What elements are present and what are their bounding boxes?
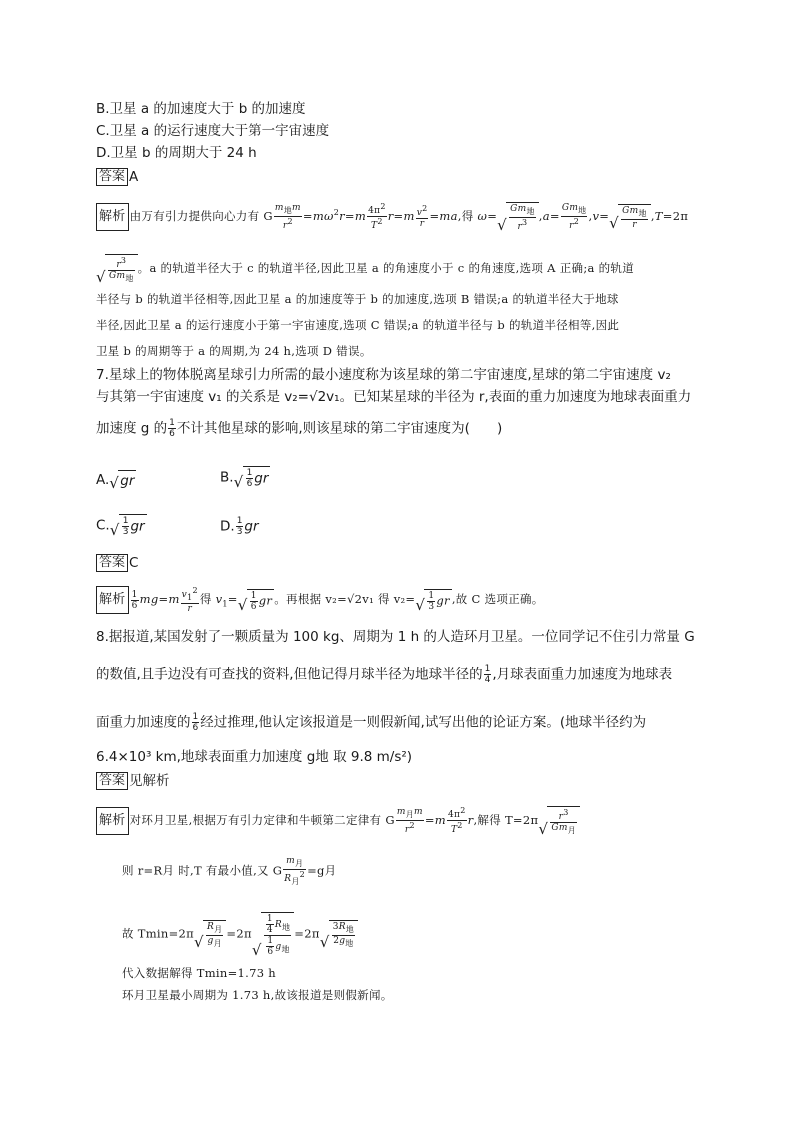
analysis-text: 。a 的轨道半径大于 c 的轨道半径,因此卫星 a 的角速度小于 c 的角速度,选项 A 正确;a 的轨道: [137, 260, 635, 275]
option-label: B.: [220, 469, 234, 486]
option-d: D.卫星 b 的周期大于 24 h: [96, 145, 257, 161]
analysis-line-2: [96, 254, 634, 284]
q8-analysis-line-3: 故 Tmin=2π √ $\frac{R_月}{g_月}$ =2π √ $\frac{1}{4}$ $R_地$ $\frac{1}{6}$ $g_地$ =2π √ $\frac{3R_地}{2g_地}$: [122, 912, 358, 957]
analysis-text: ,故 C 选项正确。: [451, 592, 544, 606]
q7-text: 加速度 g 的: [96, 420, 168, 437]
analysis-line-5: 卫星 b 的周期等于 a 的周期,为 24 h,选项 D 错误。: [96, 344, 372, 358]
q8-analysis-line-2: 则 r=R月 时,T 有最小值,又 G $\frac{m_月}{R_月^2}$ =g月: [122, 856, 337, 886]
analysis-line-1: [96, 202, 688, 232]
q8-text: 面重力加速度的: [96, 714, 191, 731]
answer-row: [96, 168, 138, 186]
q7-answer-row: [96, 554, 138, 572]
analysis-tag: 解析: [96, 586, 129, 614]
q8-line-4: 6.4×10³ km,地球表面重力加速度 g地 取 9.8 m/s²): [96, 749, 413, 765]
analysis-tag: 解析: [96, 807, 129, 835]
answer-value: C: [129, 555, 139, 571]
q7-text: 不计其他星球的影响,则该星球的第二宇宙速度为( ): [176, 420, 503, 437]
option-c: C.卫星 a 的运行速度大于第一宇宙速度: [96, 123, 330, 139]
q8-text: 的数值,且手边没有可查找的资料,但他记得月球半径为地球半径的: [96, 666, 483, 683]
option-label: C.: [96, 517, 110, 534]
answer-value: A: [129, 169, 139, 185]
q8-answer-row: [96, 772, 170, 790]
formula-q8-gravity: G $\frac{m_月m}{r^2}$ =m $\frac{4\pi^2}{T^2}$ r: [385, 806, 474, 836]
q7-line-3: 加速度 g 的 $\frac{1}{6}$ 不计其他星球的影响,则该星球的第二宇宙速度为( ): [96, 418, 503, 439]
formula-gravity: G $\frac{m_地m}{r^2}$ $=m\omega^2r=m$ $\frac{4\pi^2}{T^2}$ r=m $\frac{v^2}{r}$ =ma,得 ω= √ $\frac{Gm_地}{r^3}$ ,a= $\frac{Gm_地}{r^2}$ ,v= √ $\frac{Gm_地}{r}$ ,T=2π: [263, 209, 688, 223]
analysis-text: 故 Tmin=2π: [122, 926, 195, 941]
answer-tag: 答案: [96, 772, 128, 790]
q7-option-b: B. √ $\frac{1}{6}$ gr: [220, 466, 270, 489]
formula-q7: $\frac{1}{6}$ mg=m $\frac{v_1^2}{r}$ 得 $v_1=$ √ $\frac{1}{6}$ gr: [130, 592, 275, 606]
option-label: A.: [96, 472, 110, 488]
q7-line-2: 与其第一宇宙速度 v₁ 的关系是 v₂=√2v₁。已知某星球的半径为 r,表面的重力加速度为地球表面重力: [96, 389, 692, 405]
q8-analysis-line-5: 环月卫星最小周期为 1.73 h,故该报道是则假新闻。: [122, 988, 393, 1002]
q8-analysis-line-1: 解析 对环月卫星,根据万有引力定律和牛顿第二定律有 G $\frac{m_月m}{r^2}$ =m $\frac{4\pi^2}{T^2}$ r,解得 T=2π √ $\frac{r^3}{Gm_月}$: [96, 806, 580, 836]
formula-period-root: √ $\frac{r^3}{Gm_地}$: [96, 254, 138, 284]
q7-option-c: C. √ $\frac{1}{3}$ gr: [96, 514, 147, 537]
q7-option-a: A.√ gr: [96, 470, 136, 490]
analysis-text: 则 r=R月 时,T 有最小值,又 G: [122, 863, 283, 878]
analysis-text: 。再根据 v₂=√2v₁ 得 v₂=: [274, 592, 416, 606]
q8-text: 经过推理,他认定该报道是一则假新闻,试写出他的论证方案。(地球半径约为: [200, 714, 647, 731]
q8-line-1: 8.据报道,某国发射了一颗质量为 100 kg、周期为 1 h 的人造环月卫星。一位同学记不住引力常量 G: [96, 629, 695, 645]
analysis-tag: 解析: [96, 203, 129, 231]
option-label: D.: [220, 518, 235, 535]
option-b: B.卫星 a 的加速度大于 b 的加速度: [96, 101, 306, 117]
q7-analysis: 解析 $\frac{1}{6}$ mg=m $\frac{v_1^2}{r}$ 得 $v_1=$ √ $\frac{1}{6}$ gr 。再根据 v₂=√2v₁ 得 v₂= √ $\frac{1}{3}$ gr ,故 C 选项正确。: [96, 586, 544, 614]
q8-analysis-line-4: 代入数据解得 Tmin=1.73 h: [122, 966, 277, 980]
analysis-text: ,解得 T=2π: [473, 812, 539, 827]
answer-value: 见解析: [129, 773, 170, 789]
q7-line-1: 7.星球上的物体脱离星球引力所需的最小速度称为该星球的第二宇宙速度,星球的第二宇宙速度 v₂: [96, 367, 671, 383]
answer-tag: 答案: [96, 168, 128, 186]
q8-line-3: 面重力加速度的 $\frac{1}{6}$ 经过推理,他认定该报道是一则假新闻,试写出他的论证方案。(地球半径约为: [96, 712, 647, 733]
analysis-line-4: 半径,因此卫星 a 的运行速度小于第一宇宙速度,选项 C 错误;a 的轨道半径与 b 的轨道半径相等,因此: [96, 318, 620, 332]
q7-option-d: D. $\frac{1}{3}$ gr: [220, 516, 259, 537]
analysis-text: 对环月卫星,根据万有引力定律和牛顿第二定律有: [129, 812, 382, 827]
analysis-text: =g月: [307, 863, 337, 878]
answer-tag: 答案: [96, 554, 128, 572]
analysis-line-3: 半径与 b 的轨道半径相等,因此卫星 a 的加速度等于 b 的加速度,选项 B 错误;a 的轨道半径大于地球: [96, 292, 619, 306]
q8-line-2: 的数值,且手边没有可查找的资料,但他记得月球半径为地球半径的 $\frac{1}{4}$ ,月球表面重力加速度为地球表: [96, 664, 673, 685]
analysis-text: 由万有引力提供向心力有: [129, 208, 260, 223]
q8-text: ,月球表面重力加速度为地球表: [492, 666, 673, 683]
